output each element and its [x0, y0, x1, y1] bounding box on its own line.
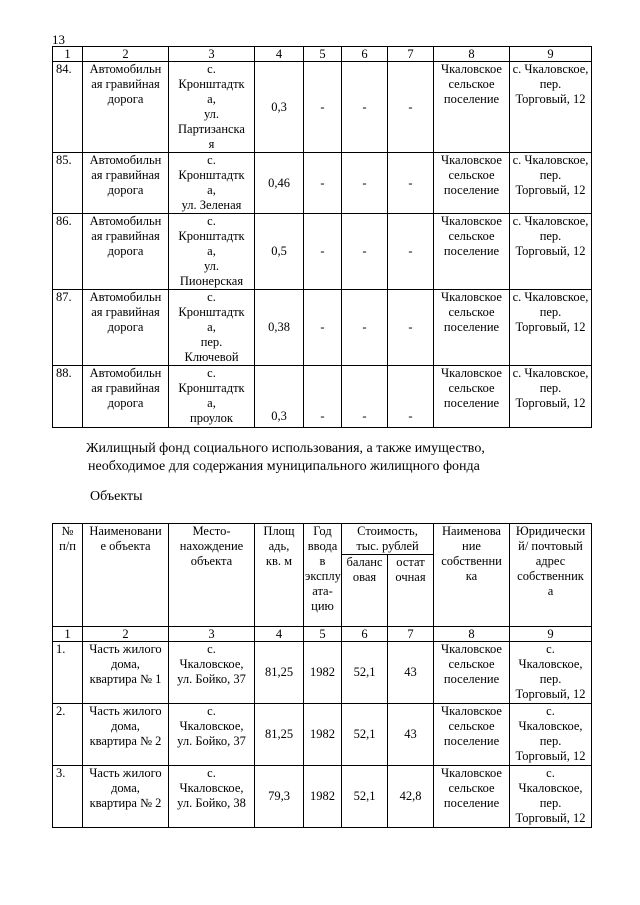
residual-value: 43: [388, 704, 434, 766]
col5-value: -: [304, 214, 342, 290]
object-name: Часть жилого дома, квартира № 2: [83, 766, 169, 828]
object-location: с. Кронштадтк а, проулок: [169, 366, 255, 428]
header-number: 7: [388, 627, 434, 642]
object-location: с. Чкаловское, ул. Бойко, 38: [169, 766, 255, 828]
table-row: [53, 214, 592, 290]
header-cell: Наименова ние собственни ка: [434, 524, 510, 627]
header-number: 9: [510, 47, 592, 62]
section-heading-line: необходимое для содержания муниципального жилищного фонда: [88, 459, 480, 474]
header-number: 1: [53, 47, 83, 62]
owner-address: с. Чкаловское, пер. Торговый, 12: [510, 214, 592, 290]
object-location: с. Кронштадтк а, пер. Ключевой: [169, 290, 255, 366]
header-number: 4: [255, 627, 304, 642]
object-location: с. Кронштадтк а, ул. Пионерская: [169, 214, 255, 290]
owner-name: Чкаловское сельское поселение: [434, 153, 510, 214]
residual-value: 43: [388, 642, 434, 704]
object-name: Часть жилого дома, квартира № 1: [83, 642, 169, 704]
col6-value: -: [342, 366, 388, 428]
table-row: [53, 642, 592, 704]
owner-address: с. Чкаловское, пер. Торговый, 12: [510, 766, 592, 828]
owner-name: Чкаловское сельское поселение: [434, 704, 510, 766]
housing-table: [52, 523, 592, 828]
header-cell: Место- нахождение объекта: [169, 524, 255, 627]
year-value: 1982: [304, 766, 342, 828]
header-number: 6: [342, 47, 388, 62]
object-name: Автомобильн ая гравийная дорога: [83, 62, 169, 153]
col5-value: -: [304, 153, 342, 214]
row-number: 86.: [53, 214, 83, 290]
header-cell: Площ адь, кв. м: [255, 524, 304, 627]
table-row: [53, 766, 592, 828]
object-name: Автомобильн ая гравийная дорога: [83, 214, 169, 290]
header-cell: баланс овая: [342, 555, 388, 627]
object-location: с. Кронштадтк а, ул. Партизанска я: [169, 62, 255, 153]
length-value: 0,3: [255, 366, 304, 428]
area-value: 79,3: [255, 766, 304, 828]
owner-name: Чкаловское сельское поселение: [434, 766, 510, 828]
header-cell: № п/п: [53, 524, 83, 627]
balance-value: 52,1: [342, 704, 388, 766]
object-location: с. Чкаловское, ул. Бойко, 37: [169, 704, 255, 766]
owner-name: Чкаловское сельское поселение: [434, 214, 510, 290]
residual-value: 42,8: [388, 766, 434, 828]
header-number: 5: [304, 627, 342, 642]
length-value: 0,38: [255, 290, 304, 366]
header-number: 4: [255, 47, 304, 62]
object-name: Часть жилого дома, квартира № 2: [83, 704, 169, 766]
owner-address: с. Чкаловское, пер. Торговый, 12: [510, 153, 592, 214]
object-location: с. Чкаловское, ул. Бойко, 37: [169, 642, 255, 704]
table-row: [53, 366, 592, 428]
header-cell: Стоимость, тыс. рублей: [342, 524, 434, 555]
object-name: Автомобильн ая гравийная дорога: [83, 366, 169, 428]
area-value: 81,25: [255, 642, 304, 704]
row-number: 85.: [53, 153, 83, 214]
year-value: 1982: [304, 704, 342, 766]
section-subheading: Объекты: [90, 489, 143, 504]
header-cell: Год ввода в эксплу ата- цию: [304, 524, 342, 627]
row-number: 2.: [53, 704, 83, 766]
balance-value: 52,1: [342, 766, 388, 828]
table-header-numbers: [53, 627, 592, 642]
table-row: [53, 62, 592, 153]
owner-name: Чкаловское сельское поселение: [434, 290, 510, 366]
area-value: 81,25: [255, 704, 304, 766]
header-number: 8: [434, 47, 510, 62]
owner-address: с. Чкаловское, пер. Торговый, 12: [510, 290, 592, 366]
col5-value: -: [304, 366, 342, 428]
header-cell: остат очная: [388, 555, 434, 627]
table-header-numbers: [53, 47, 592, 62]
owner-name: Чкаловское сельское поселение: [434, 642, 510, 704]
header-number: 2: [83, 627, 169, 642]
roads-table: [52, 46, 592, 428]
table-row: [53, 290, 592, 366]
header-number: 2: [83, 47, 169, 62]
col7-value: -: [388, 62, 434, 153]
owner-name: Чкаловское сельское поселение: [434, 366, 510, 428]
table-row: [53, 153, 592, 214]
table-row: [53, 704, 592, 766]
header-number: 6: [342, 627, 388, 642]
year-value: 1982: [304, 642, 342, 704]
col6-value: -: [342, 290, 388, 366]
col7-value: -: [388, 366, 434, 428]
length-value: 0,5: [255, 214, 304, 290]
col5-value: -: [304, 62, 342, 153]
row-number: 84.: [53, 62, 83, 153]
col6-value: -: [342, 153, 388, 214]
section-heading-line: Жилищный фонд социального использования, а также имущество,: [86, 441, 485, 456]
owner-address: с. Чкаловское, пер. Торговый, 12: [510, 366, 592, 428]
header-number: 3: [169, 627, 255, 642]
object-name: Автомобильн ая гравийная дорога: [83, 153, 169, 214]
header-number: 8: [434, 627, 510, 642]
col6-value: -: [342, 62, 388, 153]
page-number: 13: [52, 32, 65, 47]
col7-value: -: [388, 214, 434, 290]
row-number: 87.: [53, 290, 83, 366]
owner-address: с. Чкаловское, пер. Торговый, 12: [510, 62, 592, 153]
header-number: 9: [510, 627, 592, 642]
row-number: 88.: [53, 366, 83, 428]
length-value: 0,3: [255, 62, 304, 153]
table-header-row: [53, 524, 592, 555]
row-number: 1.: [53, 642, 83, 704]
row-number: 3.: [53, 766, 83, 828]
owner-address: с. Чкаловское, пер. Торговый, 12: [510, 642, 592, 704]
object-location: с. Кронштадтк а, ул. Зеленая: [169, 153, 255, 214]
header-number: 5: [304, 47, 342, 62]
section-heading: [86, 440, 586, 476]
owner-address: с. Чкаловское, пер. Торговый, 12: [510, 704, 592, 766]
col7-value: -: [388, 290, 434, 366]
header-number: 1: [53, 627, 83, 642]
header-cell: Юридически й/ почтовый адрес собственник а: [510, 524, 592, 627]
owner-name: Чкаловское сельское поселение: [434, 62, 510, 153]
length-value: 0,46: [255, 153, 304, 214]
header-number: 7: [388, 47, 434, 62]
col5-value: -: [304, 290, 342, 366]
object-name: Автомобильн ая гравийная дорога: [83, 290, 169, 366]
col7-value: -: [388, 153, 434, 214]
header-cell: Наименовани е объекта: [83, 524, 169, 627]
header-number: 3: [169, 47, 255, 62]
col6-value: -: [342, 214, 388, 290]
balance-value: 52,1: [342, 642, 388, 704]
